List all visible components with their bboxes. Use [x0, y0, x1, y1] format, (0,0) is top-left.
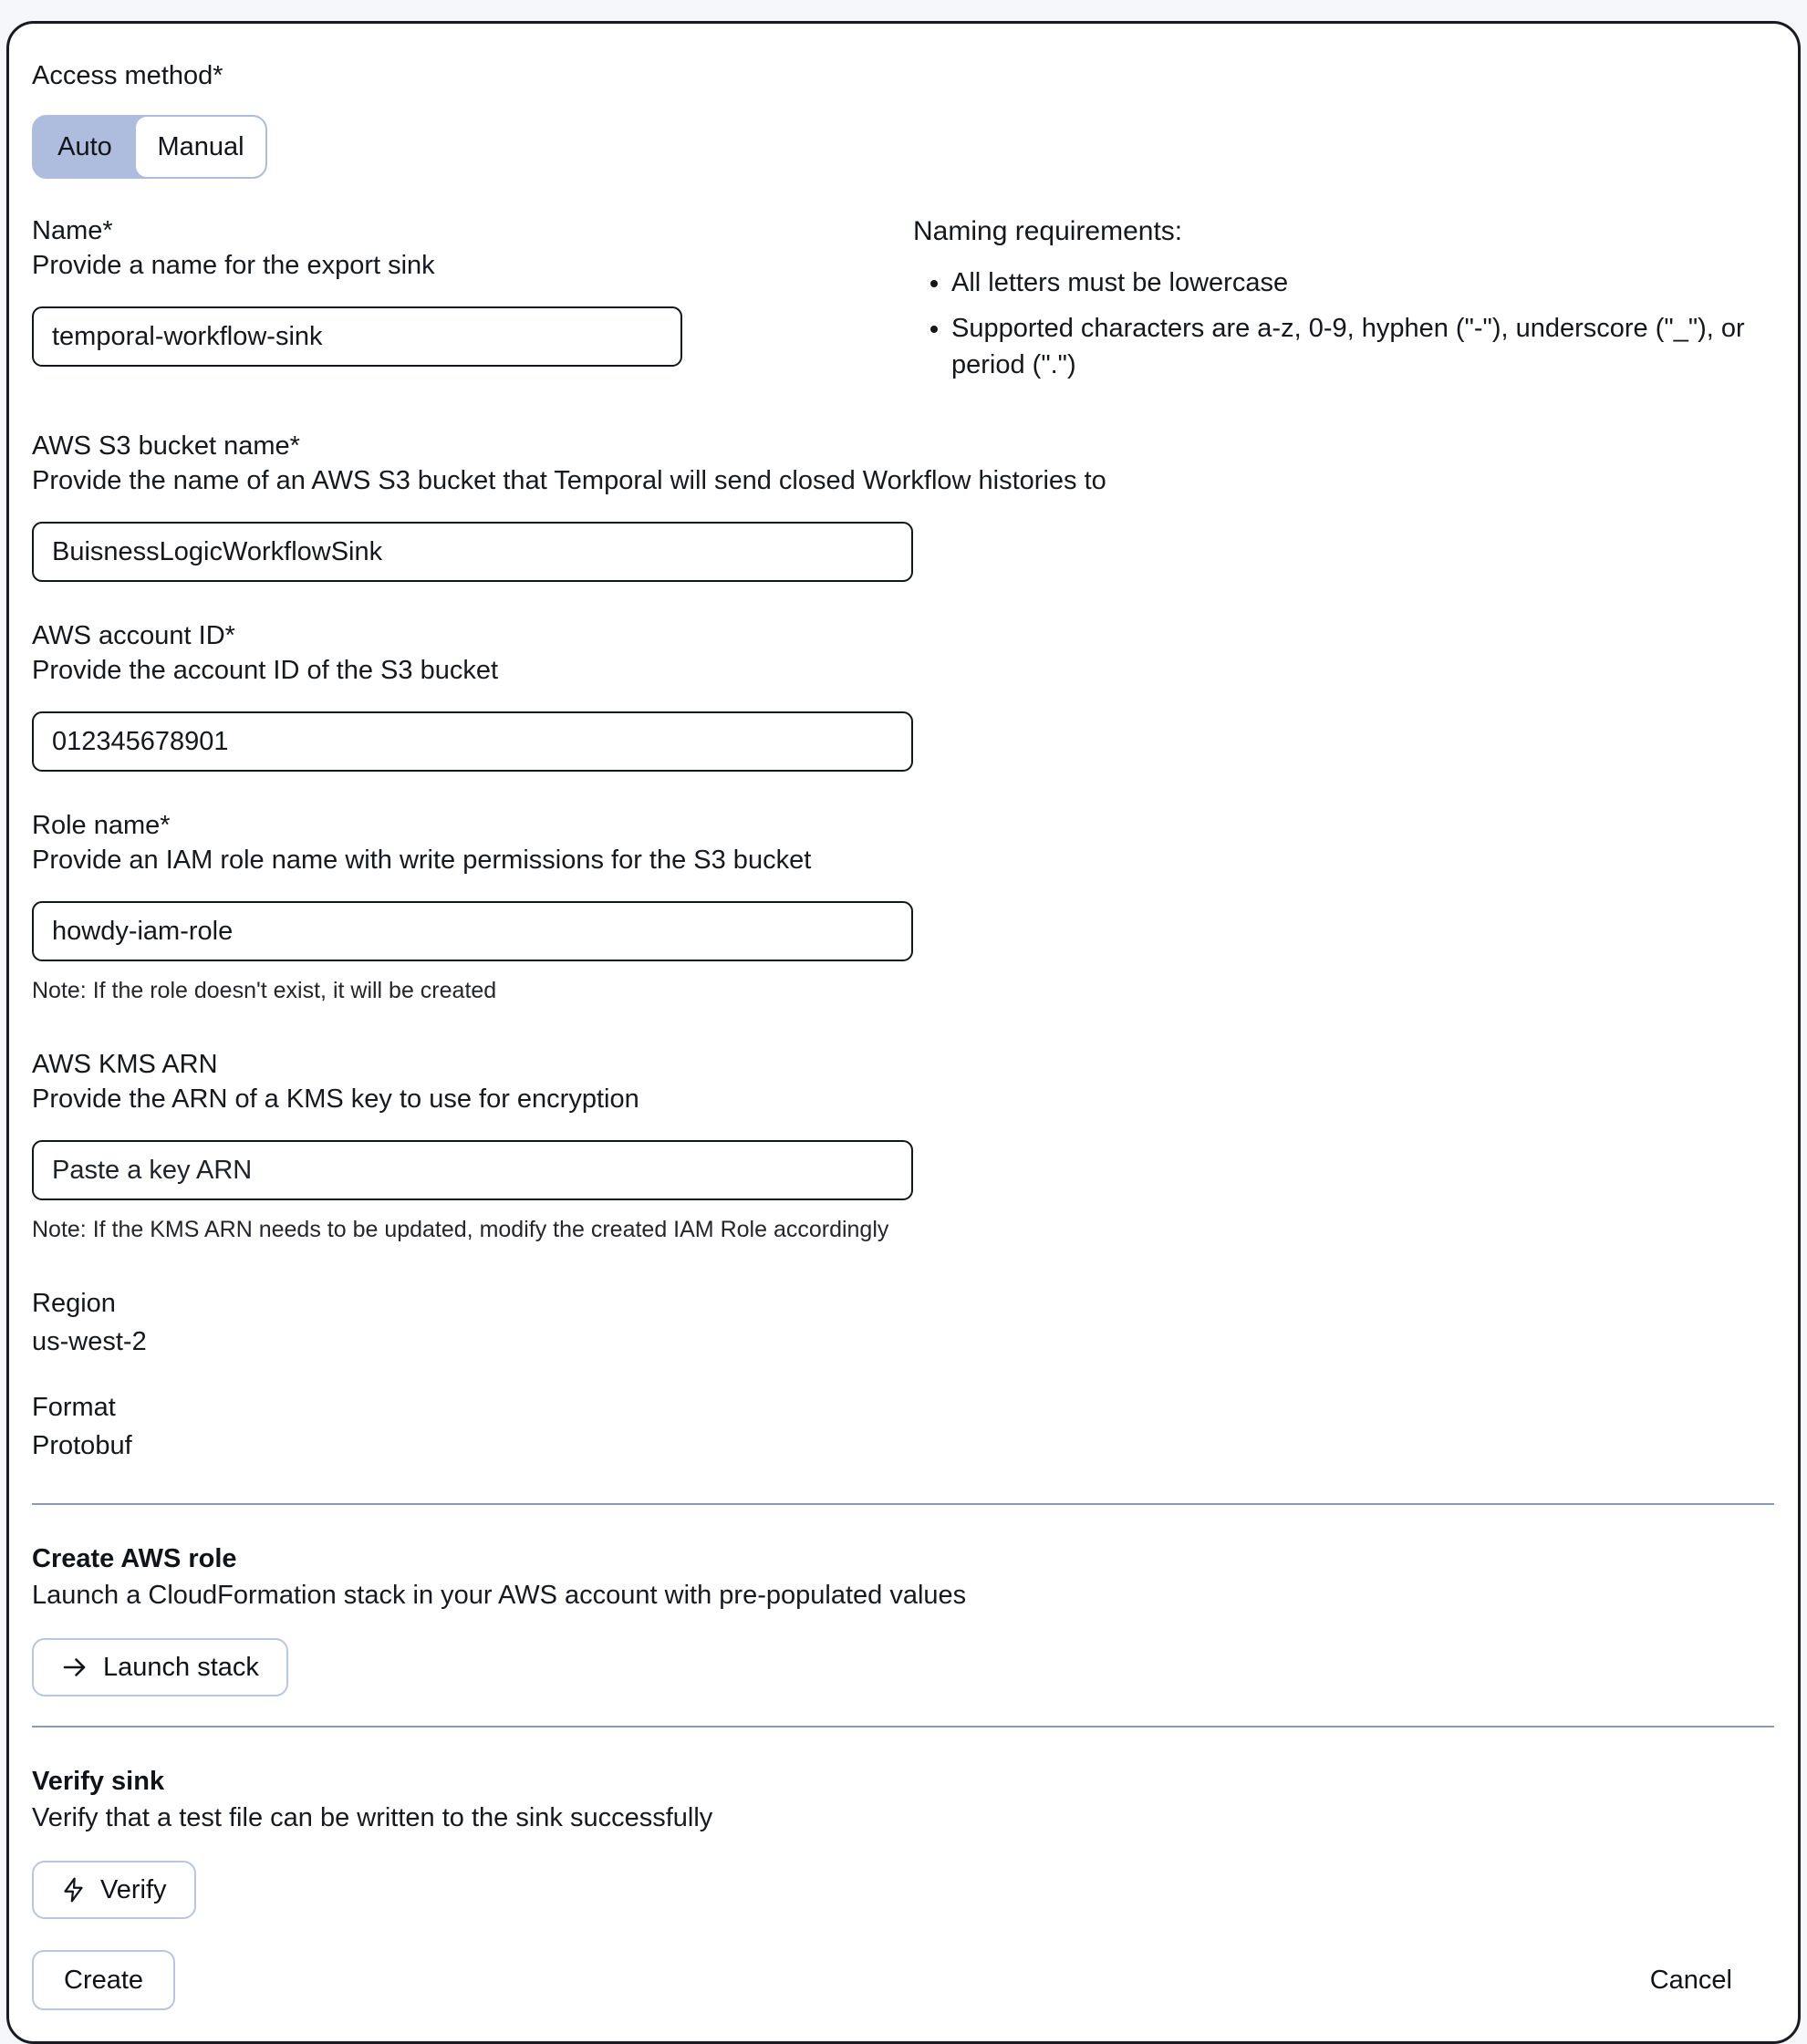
- region-label: Region: [32, 1289, 116, 1318]
- create-aws-role-section: [32, 1541, 1774, 1696]
- verify-sink-description: Verify that a test file can be written to the sink successfully: [32, 1803, 713, 1832]
- s3-bucket-label: AWS S3 bucket name*: [32, 431, 300, 461]
- account-id-label: AWS account ID*: [32, 621, 235, 650]
- naming-requirements-list: [913, 265, 1774, 383]
- region-value: us-west-2: [32, 1327, 147, 1356]
- account-id-field: [32, 618, 1774, 772]
- access-method-option-auto[interactable]: Auto: [34, 117, 136, 177]
- naming-requirement-item: • Supported characters are a-z, 0-9, hyphen ("-"), underscore ("_"), or period ("."): [951, 310, 1774, 383]
- name-and-requirements-row: [32, 213, 1774, 392]
- s3-bucket-input[interactable]: [32, 522, 913, 582]
- arrow-right-icon: [61, 1654, 88, 1681]
- s3-bucket-description: Provide the name of an AWS S3 bucket that Temporal will send closed Workflow histories to: [32, 466, 1106, 495]
- name-input[interactable]: [32, 306, 682, 367]
- verify-sink-title: Verify sink: [32, 1767, 165, 1796]
- verify-button-label: Verify: [100, 1874, 167, 1904]
- naming-requirement-item: • All letters must be lowercase: [951, 265, 1774, 301]
- format-label: Format: [32, 1393, 116, 1422]
- cancel-button[interactable]: Cancel: [1649, 1965, 1732, 1995]
- verify-sink-section: [32, 1764, 1774, 1919]
- role-name-label: Role name*: [32, 811, 171, 840]
- access-method-label: Access method*: [32, 61, 223, 90]
- naming-requirements-title: Naming requirements:: [913, 216, 1183, 246]
- role-name-description: Provide an IAM role name with write permissions for the S3 bucket: [32, 846, 812, 875]
- create-button-label: Create: [64, 1965, 144, 1995]
- kms-arn-description: Provide the ARN of a KMS key to use for encryption: [32, 1084, 639, 1114]
- role-name-field: [32, 808, 1774, 1005]
- format-block: [32, 1390, 1774, 1463]
- kms-arn-note: Note: If the KMS ARN needs to be updated, modify the created IAM Role accordingly: [32, 1217, 889, 1242]
- kms-arn-label: AWS KMS ARN: [32, 1050, 218, 1079]
- region-block: [32, 1286, 1774, 1359]
- launch-stack-button-label: Launch stack: [103, 1652, 259, 1682]
- kms-arn-field: [32, 1047, 1774, 1244]
- access-method-toggle[interactable]: [32, 115, 267, 179]
- role-name-input[interactable]: [32, 901, 913, 961]
- access-method-option-manual[interactable]: Manual: [136, 117, 265, 177]
- format-value: Protobuf: [32, 1431, 132, 1460]
- export-sink-form-card: [6, 21, 1801, 2044]
- account-id-description: Provide the account ID of the S3 bucket: [32, 656, 499, 685]
- verify-button[interactable]: [32, 1861, 196, 1919]
- lightning-bolt-icon: [61, 1876, 86, 1904]
- account-id-input[interactable]: [32, 711, 913, 772]
- s3-bucket-field: [32, 429, 1774, 582]
- launch-stack-button[interactable]: [32, 1638, 288, 1696]
- role-name-note: Note: If the role doesn't exist, it will be created: [32, 978, 497, 1003]
- section-divider: [32, 1503, 1774, 1505]
- section-divider: [32, 1726, 1774, 1728]
- form-actions: [32, 1950, 1774, 2010]
- name-field: [32, 213, 682, 392]
- kms-arn-input[interactable]: [32, 1140, 913, 1200]
- naming-requirements: [913, 213, 1774, 392]
- name-label: Name*: [32, 216, 113, 245]
- create-aws-role-description: Launch a CloudFormation stack in your AWS account with pre-populated values: [32, 1581, 967, 1610]
- create-button[interactable]: [32, 1950, 175, 2010]
- name-description: Provide a name for the export sink: [32, 251, 435, 280]
- create-aws-role-title: Create AWS role: [32, 1544, 237, 1573]
